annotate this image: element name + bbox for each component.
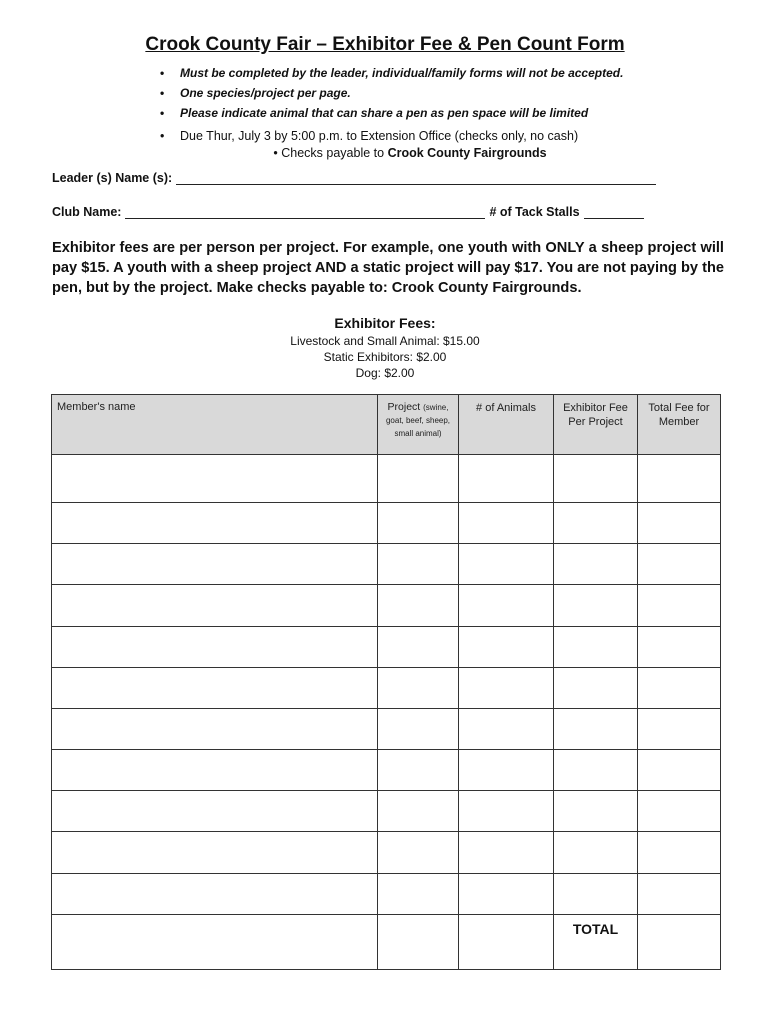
animals-cell[interactable] [459,832,554,873]
leader-name-label: Leader (s) Name (s): [52,171,173,185]
fee-cell[interactable] [554,750,638,791]
project-cell[interactable] [378,832,459,873]
project-cell[interactable] [378,791,459,832]
fee-cell[interactable] [554,503,638,544]
instruction-item: • Please indicate animal that can share a pen as pen space will be limited [160,105,623,125]
animals-cell[interactable] [459,750,554,791]
table-row [52,544,721,585]
checks-prefix: Checks payable to [281,146,388,160]
member-name-cell[interactable] [52,667,378,708]
fees-heading: Exhibitor Fees: [334,315,436,331]
total-row [52,914,721,969]
animals-cell[interactable] [459,626,554,667]
member-name-cell[interactable] [52,832,378,873]
table-row [52,503,721,544]
grand-total-cell[interactable] [638,914,721,969]
instruction-item: • Must be completed by the leader, individual/family forms will not be accepted. [160,65,623,85]
club-name-label: Club Name: [52,205,122,219]
header-project [378,395,459,455]
total-fee-cell[interactable] [638,585,721,626]
leader-name-row [52,171,656,185]
project-cell[interactable] [378,750,459,791]
fee-livestock: Livestock and Small Animal: $15.00 [290,334,480,348]
fee-cell[interactable] [554,455,638,503]
project-cell[interactable] [378,585,459,626]
header-member-name: Member's name [52,395,378,455]
header-num-animals: # of Animals [459,395,554,455]
form-title: Crook County Fair – Exhibitor Fee & Pen Count Form [145,34,625,55]
total-label: TOTAL [554,914,638,969]
member-name-cell[interactable] [52,873,378,914]
project-cell[interactable] [378,914,459,969]
table-row [52,750,721,791]
header-fee-per-project: Exhibitor Fee Per Project [554,395,638,455]
animals-cell[interactable] [459,708,554,749]
fee-cell[interactable] [554,708,638,749]
total-fee-cell[interactable] [638,708,721,749]
table-row [52,585,721,626]
total-fee-cell[interactable] [638,791,721,832]
table-row [52,708,721,749]
project-cell[interactable] [378,667,459,708]
project-cell[interactable] [378,873,459,914]
checks-payable-note: • Checks payable to Crook County Fairgrounds [273,146,547,160]
fee-static: Static Exhibitors: $2.00 [323,350,447,364]
member-name-cell[interactable] [52,914,378,969]
fee-cell[interactable] [554,544,638,585]
club-name-row [52,205,644,219]
animals-cell[interactable] [459,873,554,914]
total-fee-cell[interactable] [638,750,721,791]
total-fee-cell[interactable] [638,626,721,667]
project-cell[interactable] [378,626,459,667]
member-name-cell[interactable] [52,626,378,667]
total-fee-cell[interactable] [638,873,721,914]
animals-cell[interactable] [459,503,554,544]
member-name-cell[interactable] [52,708,378,749]
table-row [52,832,721,873]
project-cell[interactable] [378,503,459,544]
table-row [52,873,721,914]
fee-cell[interactable] [554,585,638,626]
animals-cell[interactable] [459,585,554,626]
member-name-cell[interactable] [52,455,378,503]
header-total-fee: Total Fee for Member [638,395,721,455]
club-name-field[interactable] [125,206,485,219]
checks-payee: Crook County Fairgrounds [387,146,547,160]
animals-cell[interactable] [459,914,554,969]
header-project-detail: (swine, goat, beef, sheep, small animal) [385,403,451,438]
member-name-cell[interactable] [52,750,378,791]
member-name-cell[interactable] [52,544,378,585]
fee-cell[interactable] [554,832,638,873]
fee-cell[interactable] [554,873,638,914]
total-fee-cell[interactable] [638,503,721,544]
exhibitor-fee-table [51,394,721,970]
total-fee-cell[interactable] [638,455,721,503]
animals-cell[interactable] [459,791,554,832]
fee-dog: Dog: $2.00 [355,366,415,380]
tack-stalls-field[interactable] [584,206,644,219]
header-project-main: Project [387,401,421,413]
total-fee-cell[interactable] [638,832,721,873]
member-name-cell[interactable] [52,503,378,544]
project-cell[interactable] [378,455,459,503]
instruction-item: • One species/project per page. [160,85,623,105]
member-name-cell[interactable] [52,791,378,832]
total-fee-cell[interactable] [638,544,721,585]
table-header-row [52,395,721,455]
member-name-cell[interactable] [52,585,378,626]
fee-explanation: Exhibitor fees are per person per project. For example, one youth with ONLY a sheep project will pay $15. A youth with a sheep project AND a static project will pay $17. You are not paying by the pen, but by the project. Make checks payable to: Crook County Fairgrounds. [52,240,724,296]
leader-name-field[interactable] [176,172,656,185]
table-row [52,667,721,708]
table-row [52,626,721,667]
animals-cell[interactable] [459,544,554,585]
animals-cell[interactable] [459,455,554,503]
table-row [52,455,721,503]
fee-cell[interactable] [554,626,638,667]
fee-cell[interactable] [554,791,638,832]
table-row [52,791,721,832]
due-date-note: • Due Thur, July 3 by 5:00 p.m. to Extension Office (checks only, no cash) [160,129,578,143]
tack-stalls-label: # of Tack Stalls [489,205,580,219]
project-cell[interactable] [378,544,459,585]
total-fee-cell[interactable] [638,667,721,708]
instruction-list [160,65,623,125]
fee-cell[interactable] [554,667,638,708]
project-cell[interactable] [378,708,459,749]
animals-cell[interactable] [459,667,554,708]
